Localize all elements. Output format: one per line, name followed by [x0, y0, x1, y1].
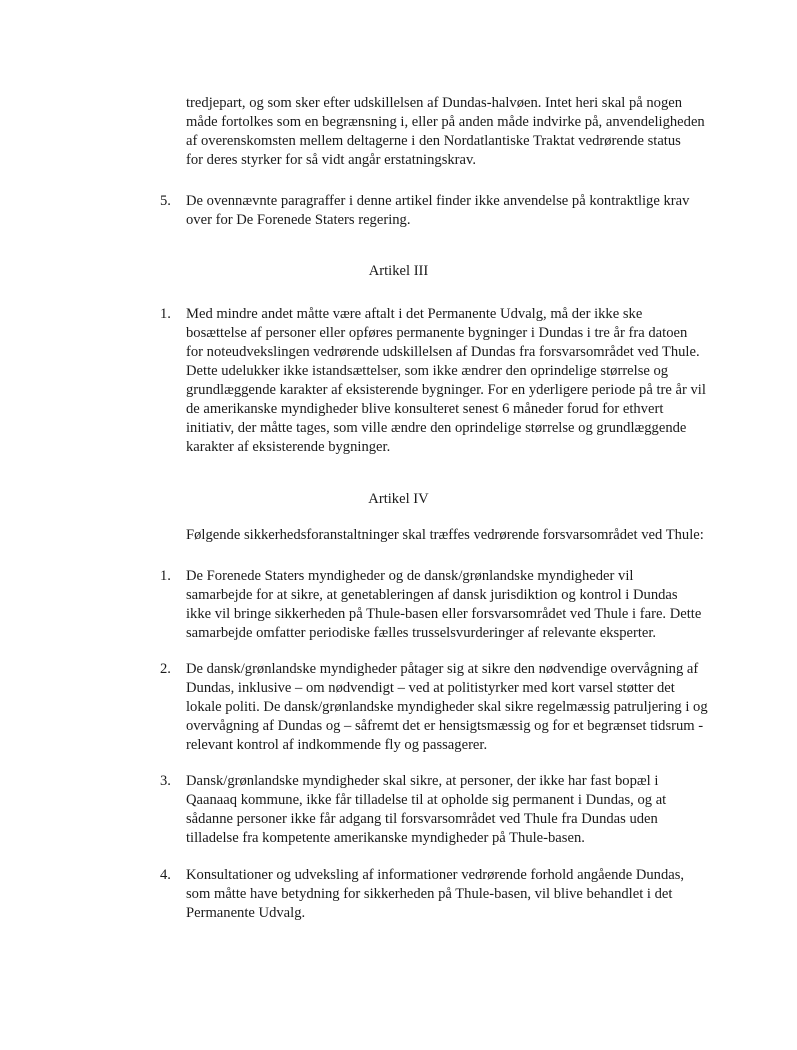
item-number: 2.	[160, 661, 171, 677]
text-line: Dansk/grønlandske myndigheder skal sikre, at personer, der ikke har fast bopæl i	[186, 773, 659, 789]
text-line: Følgende sikkerhedsforanstaltninger skal træffes vedrørende forsvarsområdet ved Thule:	[186, 527, 704, 543]
item-number: 3.	[160, 773, 171, 789]
item-number: 4.	[160, 867, 171, 883]
text-line: Konsultationer og udveksling af informationer vedrørende forhold angående Dundas,	[186, 867, 685, 883]
item-number: 5.	[160, 193, 171, 209]
text-line: samarbejde for at sikre, at genetableringen af dansk jurisdiktion og kontrol i Dundas	[186, 587, 678, 603]
text-line: relevant kontrol af indkommende fly og passagerer.	[186, 737, 488, 753]
article4-intro	[186, 526, 766, 545]
article4-item4	[186, 866, 766, 923]
text-line: samarbejde omfatter periodiske fælles trusselsvurderinger af relevante eksperter.	[186, 625, 657, 641]
text-line: Qaanaaq kommune, ikke får tilladelse til at opholde sig permanent i Dundas, og at	[186, 792, 667, 808]
text-line: De Forenede Staters myndigheder og de dansk/grønlandske myndigheder vil	[186, 568, 634, 584]
text-line: for deres styrker for så vidt angår erstatningskrav.	[186, 152, 477, 168]
article4-item2	[186, 660, 766, 755]
text-line: de amerikanske myndigheder blive konsulteret senest 6 måneder forud for ethvert	[186, 401, 664, 417]
article4-item1	[186, 567, 766, 643]
continuation-paragraph	[186, 94, 766, 170]
text-line: for noteudvekslingen vedrørende udskillelsen af Dundas fra forsvarsområdet ved Thule.	[186, 344, 700, 360]
text-line: De dansk/grønlandske myndigheder påtager sig at sikre den nødvendige overvågning af	[186, 661, 699, 677]
text-line: lokale politi. De dansk/grønlandske myndigheder skal sikre regelmæssig patruljering i og	[186, 699, 708, 715]
article2-item5	[186, 192, 766, 230]
text-line: af overenskomsten mellem deltagerne i den Nordatlantiske Traktat vedrørende status	[186, 133, 681, 149]
text-line: over for De Forenede Staters regering.	[186, 212, 411, 228]
text-line: De ovennævnte paragraffer i denne artikel finder ikke anvendelse på kontraktlige krav	[186, 193, 690, 209]
article4-heading: Artikel IV	[368, 491, 429, 507]
text-line: ikke vil bringe sikkerheden på Thule-basen eller forsvarsområdet ved Thule i fare. Dette	[186, 606, 702, 622]
article4-item3	[186, 772, 766, 848]
text-line: tredjepart, og som sker efter udskillelsen af Dundas-halvøen. Intet heri skal på nogen	[186, 95, 683, 111]
item-number: 1.	[160, 568, 171, 584]
article3-heading: Artikel III	[368, 263, 429, 279]
text-line: tilladelse fra kompetente amerikanske myndigheder på Thule-basen.	[186, 830, 585, 846]
text-line: Permanente Udvalg.	[186, 905, 306, 921]
item-number: 1.	[160, 306, 171, 322]
text-line: grundlæggende karakter af eksisterende bygninger. For en yderligere periode på tre år vil	[186, 382, 706, 398]
text-line: sådanne personer ikke får adgang til forsvarsområdet ved Thule fra Dundas uden	[186, 811, 658, 827]
text-line: overvågning af Dundas og – såfremt det er hensigtsmæssig og for et begrænset tidsrum -	[186, 718, 704, 734]
text-line: som måtte have betydning for sikkerheden på Thule-basen, vil blive behandlet i det	[186, 886, 673, 902]
text-line: Dette udelukker ikke istandsættelser, som ikke ændrer den oprindelige størrelse og	[186, 363, 669, 379]
text-line: måde fortolkes som en begrænsning i, eller på anden måde indvirke på, anvendeligheden	[186, 114, 705, 130]
text-line: Med mindre andet måtte være aftalt i det Permanente Udvalg, må der ikke ske	[186, 306, 643, 322]
article3-item1	[186, 305, 766, 457]
text-line: Dundas, inklusive – om nødvendigt – ved at politistyrker med kort varsel støtter det	[186, 680, 675, 696]
text-line: bosættelse af personer eller opføres permanente bygninger i Dundas i tre år fra datoen	[186, 325, 688, 341]
text-line: karakter af eksisterende bygninger.	[186, 439, 391, 455]
text-line: initiativ, der måtte tages, som ville ændre den oprindelige størrelse og grundlæggende	[186, 420, 687, 436]
